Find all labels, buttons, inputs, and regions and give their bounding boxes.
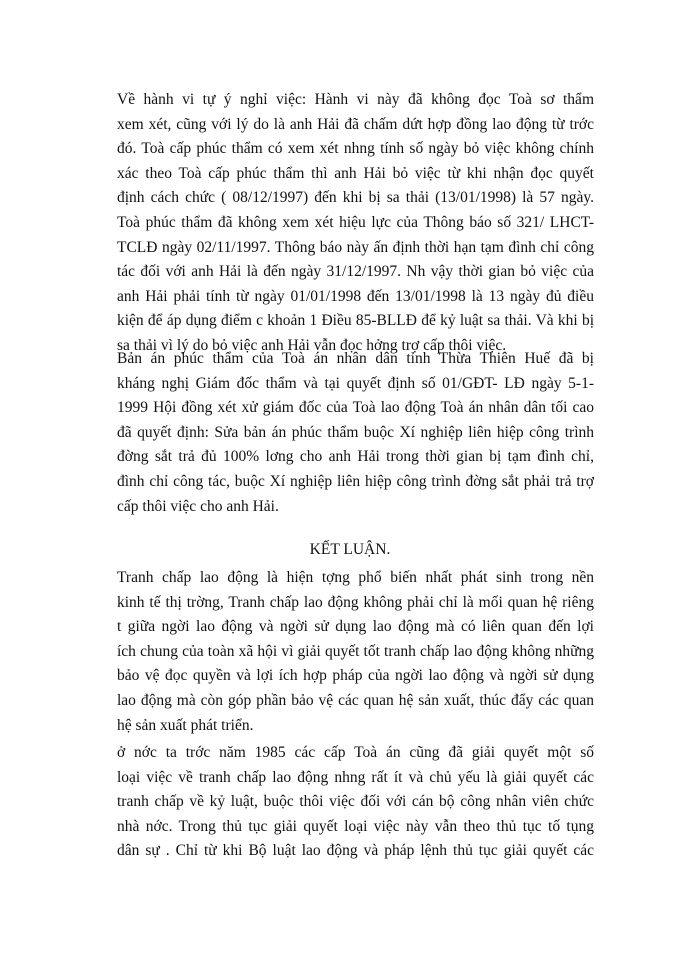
paragraph-appeal-decision (117, 347, 594, 519)
text-line: hệ sản xuất phát triển. (117, 716, 254, 734)
paragraph-history (117, 741, 594, 864)
text-line: ích chung của toàn xã hội vì giải quyết tốt tranh chấp lao động không những (117, 642, 594, 660)
text-line: kháng nghị Giám đốc thẩm và tại quyết định số 01/GĐT- LĐ ngày 5-1- (117, 374, 594, 392)
text-line: đình chỉ công tác, buộc Xí nghiệp liên hiệp công trình đờng sắt phải trả trợ (117, 472, 594, 490)
text-line: kinh tế thị trờng, Tranh chấp lao động không phải chỉ là mối quan hệ riêng (117, 593, 594, 611)
text-line: định cách chức ( 08/12/1997) đến khi bị sa thải (13/01/1998) là 57 ngày. (117, 189, 594, 207)
text-line: anh Hải phải tính từ ngày 01/01/1998 đến 13/01/1998 là 13 ngày đủ điều (117, 287, 594, 305)
text-line: nhà nớc. Trong thủ tục giải quyết loại việc này vẫn theo thủ tục tố tụng (117, 817, 594, 835)
text-line: Toà phúc thẩm đã không xem xét hiệu lực của Thông báo số 321/ LHCT- (117, 213, 594, 231)
text-line: xác theo Toà cấp phúc thẩm thì anh Hải bỏ việc từ khi nhận đọc quyết (117, 164, 594, 182)
text-line: kiện để áp dụng điểm c khoản 1 Điều 85-BLLĐ để kỷ luật sa thải. Và khi bị (117, 312, 594, 330)
text-line: đã quyết định: Sửa bản án phúc thẩm buộc Xí nghiệp liên hiệp công trình (117, 423, 594, 441)
text-line: xem xét, cũng với lý do là anh Hải đã chấm dứt hợp đồng lao động từ trớc (117, 115, 594, 133)
text-line: tác đối với anh Hải là đến ngày 31/12/1997. Nh vậy thời gian bỏ việc của (117, 263, 594, 281)
text-line: dân sự . Chỉ từ khi Bộ luật lao động và pháp lệnh thủ tục giải quyết các (117, 842, 594, 860)
text-line: cấp thôi việc cho anh Hải. (117, 497, 279, 515)
text-line: t giữa ngời lao động và ngời sử dụng lao động mà có liên quan đến lợi (117, 618, 594, 636)
text-line: 1999 Hội đồng xét xử giám đốc của Toà lao động Toà án nhân dân tối cao (117, 399, 594, 417)
text-line: sa thải vì lý do bỏ việc anh Hải vẫn đọc hởng trợ cấp thôi việc. (117, 336, 507, 354)
paragraph-conclusion-intro (117, 566, 594, 738)
text-line: ở nớc ta trớc năm 1985 các cấp Toà án cũng đã giải quyết một số (117, 744, 594, 761)
section-heading: KẾT LUẬN. (309, 541, 391, 558)
text-line: đó. Toà cấp phúc thẩm có xem xét nhng tính số ngày bỏ việc không chính (117, 140, 594, 158)
text-line: TCLĐ ngày 02/11/1997. Thông báo này ấn định thời hạn tạm đình chỉ công (117, 238, 594, 256)
text-line: bảo vệ đọc quyền và lợi ích hợp pháp của ngời lao động và ngời sử dụng (117, 667, 594, 685)
text-line: Về hành vi tự ý nghỉ việc: Hành vi này đã không đọc Toà sơ thẩm (117, 91, 594, 108)
text-line: đờng sắt trả đủ 100% lơng cho anh Hải trong thời gian bị tạm đình chỉ, (117, 448, 594, 466)
text-line: loại việc về tranh chấp lao động nhng rất ít và chủ yếu là giải quyết các (117, 768, 594, 786)
paragraph-dismissal-analysis (117, 88, 594, 359)
text-line: tranh chấp về kỷ luật, buộc thôi việc đối với cán bộ công nhân viên chức (117, 793, 594, 811)
text-line: Bản án phúc thẩm của Toà án nhân dân tỉnh Thừa Thiên Huế đã bị (117, 350, 594, 367)
text-line: Tranh chấp lao động là hiện tợng phổ biến nhất phát sinh trong nền (117, 569, 594, 586)
text-line: lao động mà còn góp phần bảo vệ các quan hệ sản xuất, thúc đẩy các quan (117, 691, 594, 709)
